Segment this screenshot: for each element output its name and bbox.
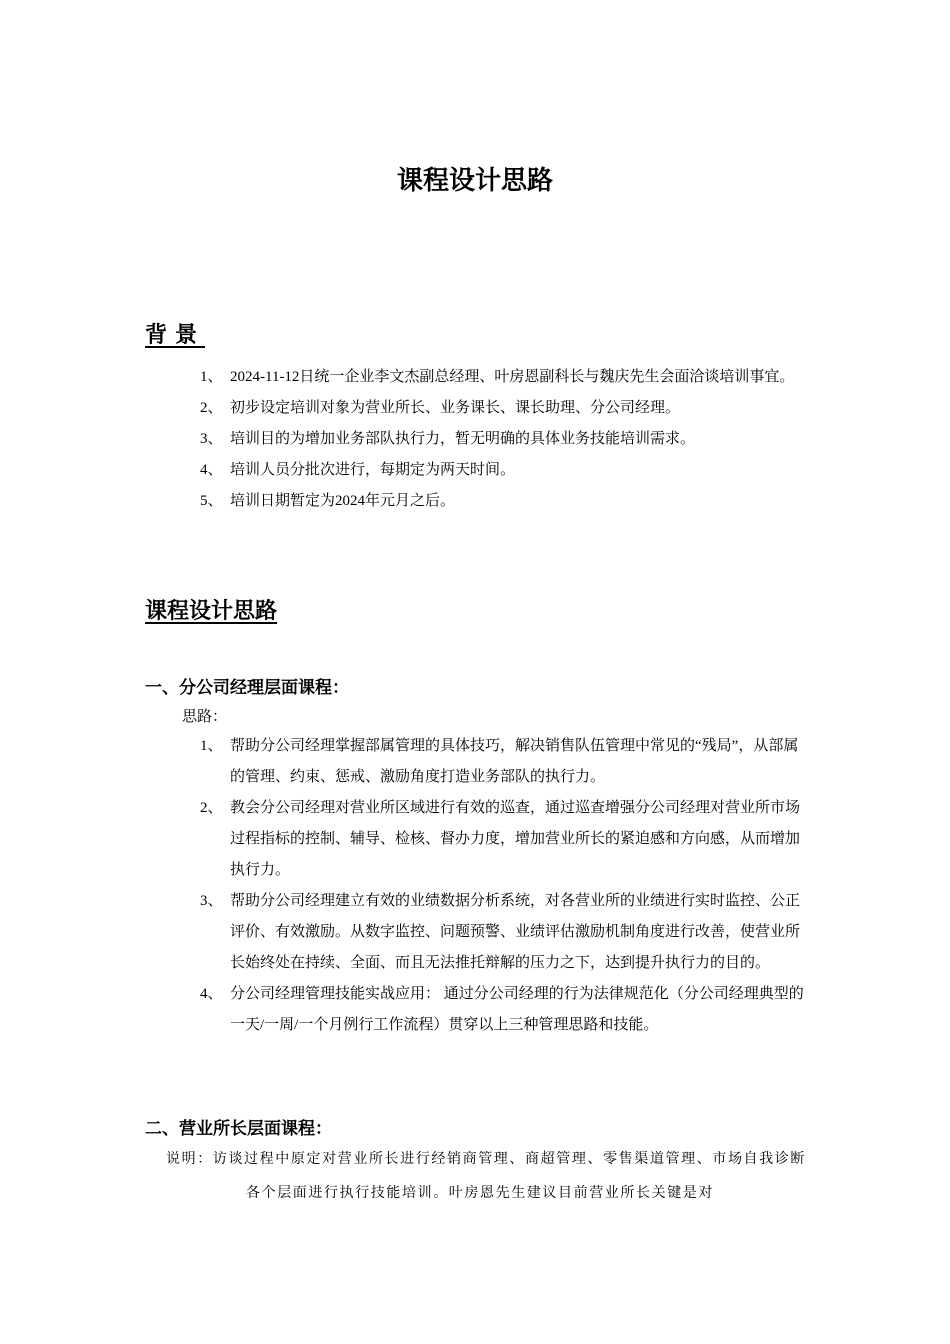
design-heading: 课程设计思路: [145, 599, 278, 624]
item-number: 2、: [200, 800, 223, 816]
list-item: [200, 886, 806, 979]
list-item: [200, 362, 806, 393]
item-number: 1、: [200, 369, 223, 385]
item-text: 2024-11-12日统一企业李文杰副总经理、叶房恩副科长与魏庆先生会面洽谈培训事宜。: [230, 369, 795, 385]
item-number: 3、: [200, 431, 223, 447]
item-text: 帮助分公司经理掌握部属管理的具体技巧，解决销售队伍管理中常见的“残局”，从部属的管理、约束、惩戒、激励角度打造业务部队的执行力。: [230, 738, 799, 785]
item-number: 5、: [200, 493, 223, 509]
gm-course-heading: 一、分公司经理层面课程：: [145, 678, 349, 698]
item-text: 帮助分公司经理建立有效的业绩数据分析系统，对各营业所的业绩进行实时监控、公正评价、有效激励。从数字监控、问题预警、业绩评估激励机制角度进行改善，使营业所长始终处在持续、全面、而且无法推托辩解的压力之下，达到提升执行力的目的。: [230, 893, 801, 971]
page-title: 课程设计思路: [396, 166, 553, 196]
list-item: [200, 424, 806, 455]
item-text: 教会分公司经理对营业所区域进行有效的巡查，通过巡查增强分公司经理对营业所市场过程指标的控制、辅导、检核、督办力度，增加营业所长的紧迫感和方向感，从而增加执行力。: [230, 800, 801, 878]
list-item: [200, 393, 806, 424]
gm-course-list: [200, 731, 806, 1041]
item-number: 3、: [200, 893, 223, 909]
item-text: 分公司经理管理技能实战应用： 通过分公司经理的行为法律规范化（分公司经理典型的一天/一周/一个月例行工作流程）贯穿以上三种管理思路和技能。: [230, 986, 804, 1033]
list-item: [200, 731, 806, 793]
sm-course-note: 说明：访谈过程中原定对营业所长进行经销商管理、商超管理、零售渠道管理、市场自我诊断各个层面进行执行技能培训。叶房恩先生建议目前营业所长关键是对: [166, 1151, 806, 1201]
item-number: 1、: [200, 738, 223, 754]
background-heading: 背景: [145, 323, 206, 348]
list-item: [200, 455, 806, 486]
list-item: [200, 979, 806, 1041]
approach-label: 思路：: [182, 707, 228, 725]
background-list: [200, 362, 806, 517]
list-item: [200, 793, 806, 886]
item-number: 2、: [200, 400, 223, 416]
item-text: 培训人员分批次进行，每期定为两天时间。: [230, 462, 516, 478]
item-text: 培训日期暂定为2024年元月之后。: [230, 493, 456, 509]
item-number: 4、: [200, 986, 223, 1002]
list-item: [200, 486, 806, 517]
item-text: 培训目的为增加业务部队执行力，暂无明确的具体业务技能培训需求。: [230, 431, 696, 447]
item-text: 初步设定培训对象为营业所长、业务课长、课长助理、分公司经理。: [230, 400, 681, 416]
item-number: 4、: [200, 462, 223, 478]
sm-course-heading: 二、营业所长层面课程：: [145, 1119, 332, 1139]
